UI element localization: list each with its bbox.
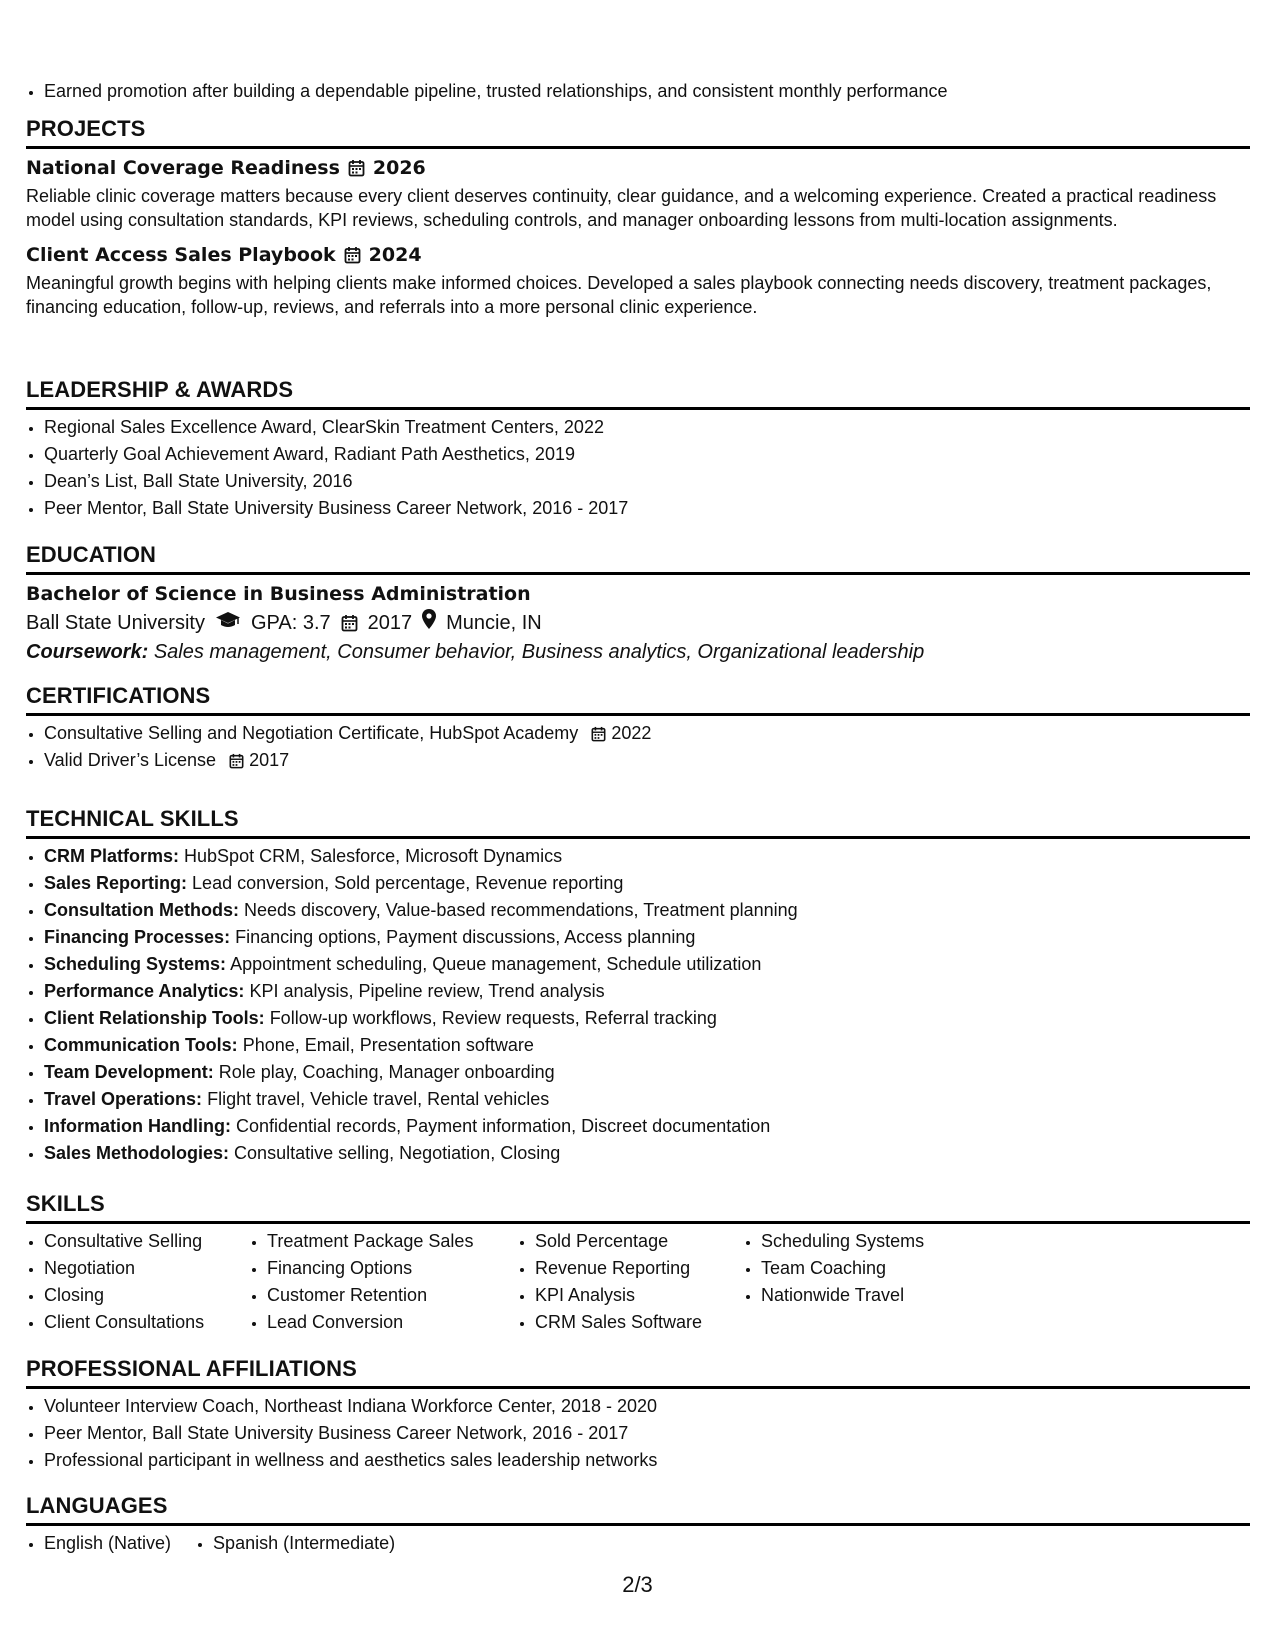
leadership-section bbox=[26, 375, 1251, 522]
list-item bbox=[44, 843, 1251, 870]
section-divider bbox=[26, 836, 1250, 839]
skill-category: Communication Tools: bbox=[44, 1035, 238, 1055]
skills-section bbox=[26, 1189, 1251, 1336]
list-item bbox=[44, 1059, 1251, 1086]
certification-name: Valid Driver’s License bbox=[44, 750, 217, 770]
skill-category: Financing Processes: bbox=[44, 927, 231, 947]
section-divider bbox=[26, 1523, 1250, 1526]
section-divider bbox=[26, 146, 1250, 149]
list-item bbox=[44, 897, 1251, 924]
section-title: LANGUAGES bbox=[26, 1493, 168, 1518]
list-item: • Dean’s List, Ball State University, 2016 bbox=[44, 468, 1251, 495]
project-entry bbox=[26, 242, 1251, 319]
skill-values: Flight travel, Vehicle travel, Rental vehicles bbox=[207, 1089, 550, 1109]
list-item: • Client Consultations bbox=[44, 1309, 239, 1336]
section-divider bbox=[26, 572, 1250, 575]
section-divider bbox=[26, 1386, 1250, 1389]
calendar-icon bbox=[348, 155, 365, 181]
skill-values: Needs discovery, Value-based recommendations, Treatment planning bbox=[244, 900, 798, 920]
list-item: • KPI Analysis bbox=[535, 1282, 733, 1309]
map-pin-icon bbox=[422, 609, 436, 637]
skill-values: HubSpot CRM, Salesforce, Microsoft Dynamics bbox=[184, 846, 563, 866]
list-item: • Team Coaching bbox=[761, 1255, 981, 1282]
list-item: • Consultative Selling bbox=[44, 1228, 239, 1255]
project-description: Meaningful growth begins with helping clients make informed choices. Developed a sales playbook connecting needs discovery, treatment packages, financing education, follow-up, reviews, and referrals into a more personal clinic experience. bbox=[26, 273, 1212, 317]
technical-skills-list bbox=[26, 843, 1251, 1167]
list-item bbox=[44, 1032, 1251, 1059]
skill-values: Confidential records, Payment information, Discreet documentation bbox=[236, 1116, 771, 1136]
page-number: 2/3 bbox=[622, 1572, 653, 1597]
skills-column bbox=[517, 1228, 733, 1336]
calendar-icon bbox=[229, 750, 249, 770]
list-item bbox=[44, 1086, 1251, 1113]
skill-category: Travel Operations: bbox=[44, 1089, 203, 1109]
skills-column bbox=[743, 1228, 981, 1336]
list-item: • Financing Options bbox=[267, 1255, 507, 1282]
list-item: • Negotiation bbox=[44, 1255, 239, 1282]
section-title: PROFESSIONAL AFFILIATIONS bbox=[26, 1356, 357, 1381]
section-title: LEADERSHIP & AWARDS bbox=[26, 377, 294, 402]
skill-values: Lead conversion, Sold percentage, Revenue reporting bbox=[192, 873, 624, 893]
skill-values: Financing options, Payment discussions, Access planning bbox=[235, 927, 696, 947]
list-item: • Volunteer Interview Coach, Northeast Indiana Workforce Center, 2018 - 2020 bbox=[44, 1393, 1251, 1420]
section-title: TECHNICAL SKILLS bbox=[26, 806, 239, 831]
list-item: • Revenue Reporting bbox=[535, 1255, 733, 1282]
affiliations-section bbox=[26, 1354, 1251, 1474]
projects-section bbox=[26, 114, 1251, 319]
certification-name: Consultative Selling and Negotiation Certificate, HubSpot Academy bbox=[44, 723, 579, 743]
list-item: • Quarterly Goal Achievement Award, Radiant Path Aesthetics, 2019 bbox=[44, 441, 1251, 468]
skill-category: Performance Analytics: bbox=[44, 981, 245, 1001]
degree-title: Bachelor of Science in Business Administration bbox=[26, 583, 531, 605]
list-item: • Scheduling Systems bbox=[761, 1228, 981, 1255]
list-item bbox=[44, 747, 1251, 774]
coursework bbox=[26, 637, 1251, 667]
section-title: CERTIFICATIONS bbox=[26, 683, 211, 708]
section-title: SKILLS bbox=[26, 1191, 105, 1216]
skill-values: Follow-up workflows, Review requests, Referral tracking bbox=[269, 1008, 717, 1028]
list-item bbox=[44, 978, 1251, 1005]
list-item: • Peer Mentor, Ball State University Business Career Network, 2016 - 2017 bbox=[44, 495, 1251, 522]
certification-year: 2022 bbox=[611, 723, 652, 743]
list-item: • Professional participant in wellness and aesthetics sales leadership networks bbox=[44, 1447, 1251, 1474]
list-item: • Regional Sales Excellence Award, ClearSkin Treatment Centers, 2022 bbox=[44, 414, 1251, 441]
skill-values: Phone, Email, Presentation software bbox=[242, 1035, 534, 1055]
list-item bbox=[44, 1113, 1251, 1140]
leadership-list bbox=[26, 414, 1251, 522]
certification-year: 2017 bbox=[249, 750, 290, 770]
languages-section bbox=[26, 1491, 1251, 1557]
skill-category: CRM Platforms: bbox=[44, 846, 180, 866]
calendar-icon bbox=[341, 609, 358, 637]
coursework-list: Sales management, Consumer behavior, Business analytics, Organizational leadership bbox=[153, 641, 925, 663]
calendar-icon bbox=[591, 723, 611, 743]
list-item bbox=[44, 924, 1251, 951]
list-item: • Lead Conversion bbox=[267, 1309, 507, 1336]
project-year: 2024 bbox=[368, 244, 422, 266]
list-item bbox=[44, 870, 1251, 897]
list-item: • CRM Sales Software bbox=[535, 1309, 733, 1336]
list-item: • Nationwide Travel bbox=[761, 1282, 981, 1309]
calendar-icon bbox=[344, 242, 361, 268]
project-name: Client Access Sales Playbook bbox=[26, 244, 336, 266]
list-item: • Sold Percentage bbox=[535, 1228, 733, 1255]
skill-category: Sales Methodologies: bbox=[44, 1143, 230, 1163]
list-item bbox=[44, 720, 1251, 747]
section-title: EDUCATION bbox=[26, 542, 157, 567]
gpa: GPA: 3.7 bbox=[250, 612, 331, 634]
education-details bbox=[26, 609, 1251, 637]
section-divider bbox=[26, 713, 1250, 716]
skill-category: Information Handling: bbox=[44, 1116, 231, 1136]
graduation-year: 2017 bbox=[367, 612, 413, 634]
list-item bbox=[44, 1140, 1251, 1167]
coursework-label: Coursework: bbox=[26, 641, 149, 663]
list-item: • Peer Mentor, Ball State University Business Career Network, 2016 - 2017 bbox=[44, 1420, 1251, 1447]
list-item: • Customer Retention bbox=[267, 1282, 507, 1309]
skills-column bbox=[249, 1228, 507, 1336]
list-item: • Earned promotion after building a dependable pipeline, trusted relationships, and consistent monthly performance bbox=[44, 78, 1269, 105]
skill-values: KPI analysis, Pipeline review, Trend analysis bbox=[249, 981, 605, 1001]
list-item bbox=[44, 1005, 1251, 1032]
skill-values: Consultative selling, Negotiation, Closing bbox=[234, 1143, 561, 1163]
languages-list bbox=[26, 1530, 1251, 1557]
section-title: PROJECTS bbox=[26, 116, 146, 141]
technical-skills-section bbox=[26, 804, 1251, 1167]
education-section bbox=[26, 540, 1251, 667]
school-location: Muncie, IN bbox=[446, 612, 542, 634]
list-item bbox=[44, 951, 1251, 978]
project-year: 2026 bbox=[372, 157, 426, 179]
school-name: Ball State University bbox=[26, 612, 205, 634]
skill-category: Consultation Methods: bbox=[44, 900, 239, 920]
project-name: National Coverage Readiness bbox=[26, 157, 340, 179]
skill-category: Sales Reporting: bbox=[44, 873, 188, 893]
skill-category: Team Development: bbox=[44, 1062, 214, 1082]
skill-values: Appointment scheduling, Queue management, Schedule utilization bbox=[230, 954, 762, 974]
project-description: Reliable clinic coverage matters because every client deserves continuity, clear guidance, and a welcoming experience. Created a practical readiness model using consultation standards, KPI reviews, scheduling controls, and manager onboarding lessons from multi-location assignments. bbox=[26, 186, 1217, 230]
list-item: • English (Native) bbox=[44, 1530, 171, 1557]
skill-values: Role play, Coaching, Manager onboarding bbox=[218, 1062, 555, 1082]
skills-columns bbox=[26, 1228, 1251, 1336]
section-divider bbox=[26, 1221, 1250, 1224]
certifications-list bbox=[26, 720, 1251, 774]
skill-category: Client Relationship Tools: bbox=[44, 1008, 265, 1028]
graduation-cap-icon bbox=[215, 609, 241, 637]
section-divider bbox=[26, 407, 1250, 410]
list-item: • Closing bbox=[44, 1282, 239, 1309]
list-item: • Treatment Package Sales bbox=[267, 1228, 507, 1255]
skills-column bbox=[26, 1228, 239, 1336]
skill-category: Scheduling Systems: bbox=[44, 954, 227, 974]
project-entry bbox=[26, 155, 1251, 232]
certifications-section bbox=[26, 681, 1251, 774]
experience-continuation bbox=[26, 78, 1269, 105]
affiliations-list bbox=[26, 1393, 1251, 1474]
list-item: • Spanish (Intermediate) bbox=[213, 1530, 395, 1557]
